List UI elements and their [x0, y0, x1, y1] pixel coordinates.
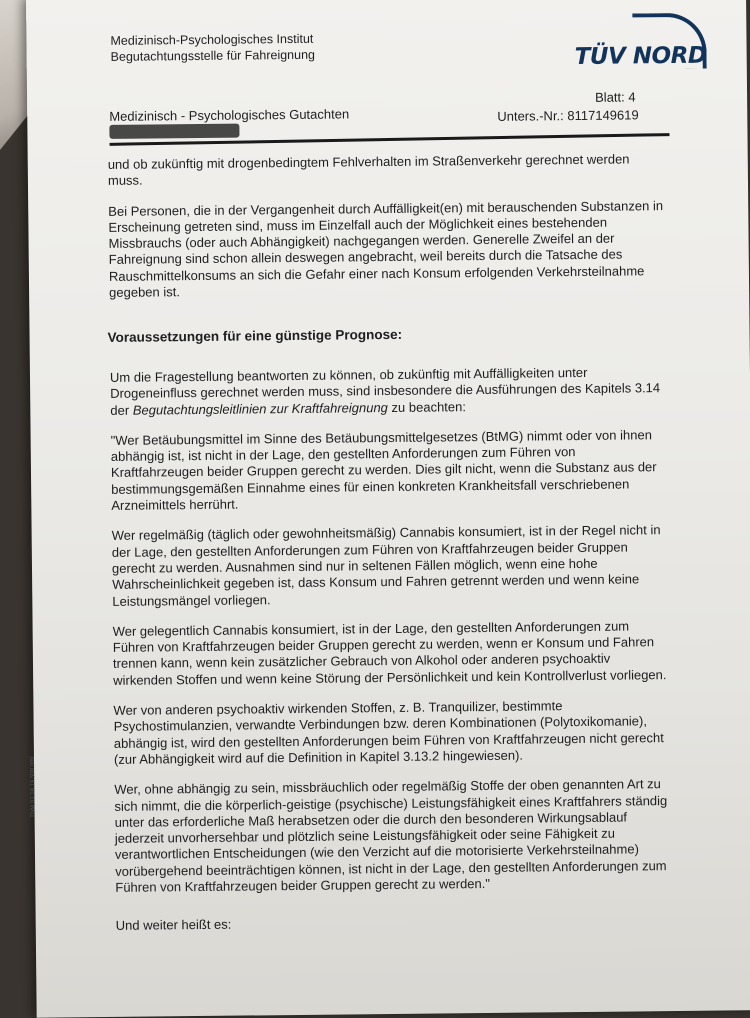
institute-name: Medizinisch-Psychologisches Institut — [110, 31, 314, 48]
form-code: TNM 03 08.19 500.000 — [29, 756, 37, 818]
paragraph-continuation: und ob zukünftig mit drogenbedingtem Fehlverhalten im Straßenverkehr gerechnet werden muss. — [107, 151, 630, 189]
quote-paragraph-1: "Wer Betäubungsmittel im Sinne des Betäubungsmittelgesetzes (BtMG) nimmt oder von ihnen abhängig ist, ist nicht in der Lage, den gestellten Anforderungen zum Führen von Kraftfahrzeugen beider Gruppen gerecht zu werden. Dies gilt nicht, wenn die Substanz aus der bestimmungsgemäßen Einnahme eines für einen konkreten Krankheitsfall verschriebenen Arzneimittels herrührt. — [110, 427, 657, 513]
paragraph-question-start: Um die Fragestellung beantworten zu können, ob zukünftig mit Auffälligkeiten unter Drogeneinfluss gerechnet werden muss, sind insbesondere die Ausführungen des Kapitels 3.14 der — [109, 364, 661, 418]
document-title: Medizinisch - Psychologisches Gutachten — [109, 106, 350, 124]
intro-text — [108, 151, 670, 315]
quote-paragraph-2: Wer regelmäßig (täglich oder gewohnheitsmäßig) Cannabis konsumiert, ist in der Regel nicht in der Lage, den gestellten Anforderungen zum Führen von Kraftfahrzeugen beider Gruppen gerecht zu werden. Ausnahmen sind nur in seltenen Fällen möglich, wenn eine hohe Wahrscheinlichkeit gegeben ist, dass Konsum und Fahren getrennt werden und wenn keine Leistungsmängel vorliegen. — [111, 522, 661, 609]
institute-header — [110, 31, 315, 65]
page-number: Blatt: 4 — [595, 89, 636, 105]
main-text — [110, 364, 676, 948]
paragraph-question — [110, 364, 670, 419]
closing-line: Und weiter heißt es: — [115, 916, 232, 934]
guideline-title: Begutachtungsleitlinien zur Kraftfahreignung — [132, 399, 388, 418]
section-heading: Voraussetzungen für eine günstige Prognose: — [107, 326, 403, 345]
institute-department: Begutachtungsstelle für Fahreignung — [110, 47, 316, 64]
paragraph-substances: Bei Personen, die in der Vergangenheit durch Auffälligkeit(en) mit berauschenden Substanzen in Erscheinung getreten sind, muss im Einzelfall auch der Möglichkeit eines bestehenden Missbrauchs (oder auch Abhängigkeit) nachgegangen werden. Generelle Zweifel an der Fahreignung sind schon allein deswegen angebracht, weil bereits durch die Tatsache des Rauschmittelkonsums an sich die Gefahr einer nach Konsum erfolgenden Verkehrsteilnahme gegeben ist. — [108, 197, 664, 300]
quote-paragraph-4: Wer von anderen psychoaktiv wirkenden Stoffen, z. B. Tranquilizer, bestimmte Psychostimulanzien, verwandte Verbindungen bzw. deren Kombinationen (Polytoxikomanie), abhängig ist, wird den gestellten Anforderungen beim Führen von Kraftfahrzeugen nicht gerecht (zur Abhängigkeit wird auf die Definition in Kapitel 3.13.2 hingewiesen). — [113, 698, 664, 767]
tuv-nord-logo: TÜV NORD — [574, 42, 707, 71]
redacted-name — [109, 124, 239, 139]
quote-paragraph-3: Wer gelegentlich Cannabis konsumiert, ist in der Lage, den gestellten Anforderungen zum Führen von Kraftfahrzeugen beider Gruppen gerecht zu werden, wenn er Konsum und Fahren trennen kann, wenn kein zusätzlicher Gebrauch von Alkohol oder anderen psychoaktiv wirkenden Stoffen und wenn keine Störung der Persönlichkeit und kein Kontrollverlust vorliegen. — [112, 618, 667, 688]
paragraph-question-end: zu beachten: — [391, 398, 467, 415]
examination-number: Unters.-Nr.: 8117149619 — [497, 107, 639, 124]
document-page — [26, 0, 750, 1018]
quote-paragraph-5: Wer, ohne abhängig zu sein, missbräuchlich oder regelmäßig Stoffe der oben genannten Art zu sich nimmt, die die körperlich-geistige (psychische) Leistungsfähigkeit eines Kraftfahrers ständig unter das erforderliche Maß herabsetzen oder die durch den besonderen Wirkungsablauf jederzeit unvorhersehbar und plötzlich seine Leistungsfähigkeit oder seine Fähigkeit zu verantwortlichen Entscheidungen (wie den Verzicht auf die motorisierte Verkehrsteilnahme) vorübergehend beeinträchtigen können, ist nicht in der Lage, den gestellten Anforderungen zum Führen von Kraftfahrzeugen beider Gruppen gerecht zu werden." — [114, 776, 668, 895]
